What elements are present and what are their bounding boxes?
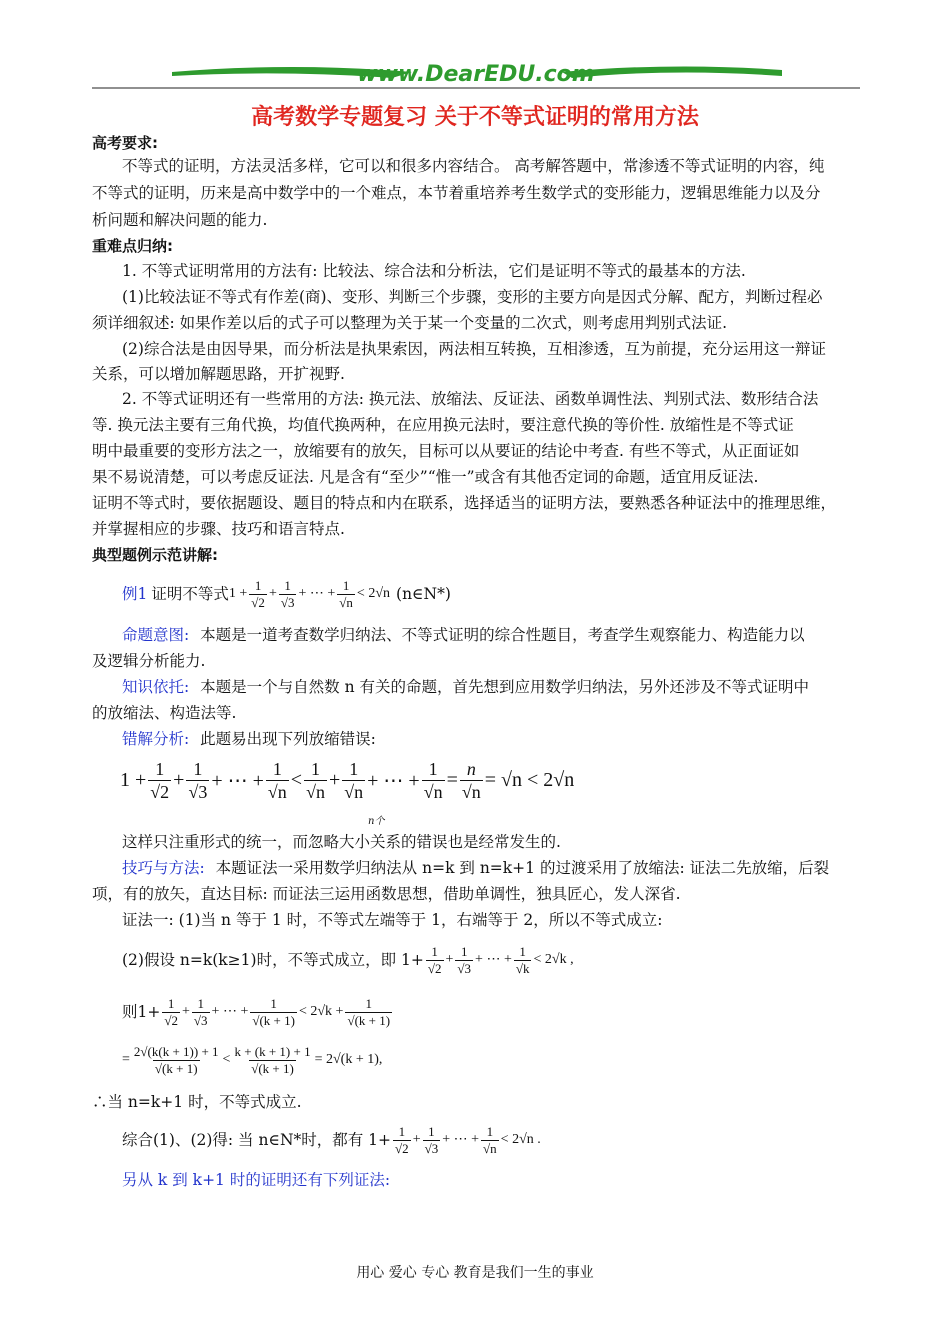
requirements-text-2: 不等式的证明，历来是高中数学中的一个难点，本节着重培养考生数学式的变形能力，逻辑思维能力以及分 xyxy=(92,184,821,202)
requirements-text-3: 析问题和解决问题的能力. xyxy=(92,211,268,229)
key-point-9: 果不易说清楚，可以考虑反证法. 凡是含有“至少”“惟一”或含有其他否定词的命题，适宜用反证法. xyxy=(92,468,759,486)
site-logo[interactable]: www.DearEDU.com xyxy=(357,62,595,87)
header-banner xyxy=(92,60,860,92)
example-condition: (n∈N*) xyxy=(396,585,451,603)
key-point-7: 等. 换元法主要有三角代换，均值代换两种，在应用换元法时，要注意代换的等价性. 放缩性是不等式证 xyxy=(92,416,794,434)
other-methods-heading: 另从 k 到 k+1 时的证明还有下列证法: xyxy=(122,1171,391,1189)
error-label: 错解分析: xyxy=(122,730,190,748)
requirements-heading: 高考要求: xyxy=(92,134,158,152)
example-stem: 证明不等式 xyxy=(151,585,229,603)
skill-line-1 xyxy=(92,858,890,878)
page-title: 高考数学专题复习 关于不等式证明的常用方法 xyxy=(251,105,699,130)
example-1-statement xyxy=(92,574,890,614)
error-line xyxy=(92,729,890,749)
page-footer: 用心 爱心 专心 教育是我们一生的事业 xyxy=(356,1265,594,1281)
example-label: 例1 xyxy=(122,585,148,603)
then-label: 则1+ xyxy=(122,1003,161,1021)
proof1-step-1: 证法一: (1)当 n 等于 1 时，不等式左端等于 1，右端等于 2，所以不等式成立: xyxy=(122,911,663,929)
inequality-formula: 1 + $\frac{1}{√2}$ + $\frac{1}{√3}$ + ⋯ + $\frac{1}{√n}$ < 2√n xyxy=(228,577,391,610)
proof1-conclusion: ∴当 n=k+1 时，不等式成立. xyxy=(92,1093,302,1111)
examples-heading: 典型题例示范讲解: xyxy=(92,546,218,564)
proof1-step-2-text: (2)假设 n=k(k≥1)时，不等式成立，即 1+ xyxy=(122,951,424,969)
intent-text-2: 及逻辑分析能力. xyxy=(92,652,206,670)
n-count-label: n个 xyxy=(368,816,385,827)
key-point-2: (1)比较法证不等式有作差(商)、变形、判断三个步骤，变形的主要方向是因式分解、配方，判断过程必 xyxy=(122,288,823,306)
key-point-11: 并掌握相应的步骤、技巧和语言特点. xyxy=(92,520,345,538)
intent-text-1: 本题是一道考查数学归纳法、不等式证明的综合性题目，考查学生观察能力、构造能力以 xyxy=(200,626,805,644)
requirements-text-1: 不等式的证明，方法灵活多样，它可以和很多内容结合。 高考解答题中，常渗透不等式证明的内容，纯 xyxy=(122,157,825,175)
intent-line-1 xyxy=(92,625,890,645)
key-point-1: 1. 不等式证明常用的方法有: 比较法、综合法和分析法，它们是证明不等式的最基本的方法. xyxy=(122,262,746,280)
key-point-5: 关系，可以增加解题思路，开扩视野. xyxy=(92,365,345,383)
induction-formula-1: $\frac{1}{√2}$ + $\frac{1}{√3}$ + ⋯ + $\frac{1}{√(k + 1)}$ < 2√k + $\frac{1}{√(k + 1)}$ xyxy=(164,995,391,1028)
proof1-step-3 xyxy=(92,990,890,1034)
key-point-6: 2. 不等式证明还有一些常用的方法: 换元法、放缩法、反证法、函数单调性法、判别式法、数形结合法 xyxy=(122,390,819,408)
basis-line-1 xyxy=(92,677,890,697)
error-note: 这样只注重形式的统一，而忽略大小关系的错误也是经常发生的. xyxy=(122,833,561,851)
skill-label: 技巧与方法: xyxy=(122,859,205,877)
error-text: 此题易出现下列放缩错误: xyxy=(200,730,376,748)
basis-label: 知识依托: xyxy=(122,678,190,696)
basis-text-2: 的放缩法、构造法等. xyxy=(92,704,237,722)
key-point-10: 证明不等式时，要依据题设、题目的特点和内在联系，选择适当的证明方法，要熟悉各种证法中的推理思维， xyxy=(92,494,837,512)
error-formula: 1 + $\frac{1}{√2}$ + $\frac{1}{√3}$ + ⋯ + $\frac{1}{√n}$ < $\frac{1}{√n}$ + $\frac{1}{√n}$ + ⋯ + $\frac{1}{√n}$ = $\frac{n}{√n}$ = √n < 2√n xyxy=(120,758,575,802)
key-point-8: 明中最重要的变形方法之一，放缩要有的放矢，目标可以从要证的结论中考查. 有些不等式，从正面证如 xyxy=(92,442,800,460)
proof1-step-4 xyxy=(92,1038,890,1082)
skill-text-1: 本题证法一采用数学归纳法从 n=k 到 n=k+1 的过渡采用了放缩法: 证法二先放缩，后裂 xyxy=(215,859,830,877)
combined-text: 综合(1)、(2)得: 当 n∈N*时，都有 1+ xyxy=(122,1131,392,1149)
hypothesis-formula: $\frac{1}{√2}$ + $\frac{1}{√3}$ + ⋯ + $\frac{1}{√k}$ < 2√k , xyxy=(427,943,574,976)
proof1-step-2 xyxy=(92,940,890,980)
skill-text-2: 项，有的放矢，直达目标: 而证法三运用函数思想，借助单调性，独具匠心，发人深省. xyxy=(92,885,681,903)
intent-label: 命题意图: xyxy=(122,626,190,644)
combined-formula: $\frac{1}{√2}$ + $\frac{1}{√3}$ + ⋯ + $\frac{1}{√n}$ < 2√n . xyxy=(395,1123,541,1156)
key-point-4: (2)综合法是由因导果，而分析法是执果索因，两法相互转换，互相渗透，互为前提，充分运用这一辩证 xyxy=(122,340,826,358)
combined-result xyxy=(92,1120,890,1160)
key-point-3: 须详细叙述: 如果作差以后的式子可以整理为关于某一个变量的二次式，则考虑用判别式法证. xyxy=(92,314,728,332)
key-points-heading: 重难点归纳: xyxy=(92,237,173,255)
induction-formula-2: = $\frac{2√(k(k + 1)) + 1}{√(k + 1)}$ < $\frac{k + (k + 1) + 1}{√(k + 1)}$ = 2√(k + 1), xyxy=(122,1043,383,1076)
basis-text-1: 本题是一个与自然数 n 有关的命题，首先想到应用数学归纳法，另外还涉及不等式证明中 xyxy=(200,678,810,696)
